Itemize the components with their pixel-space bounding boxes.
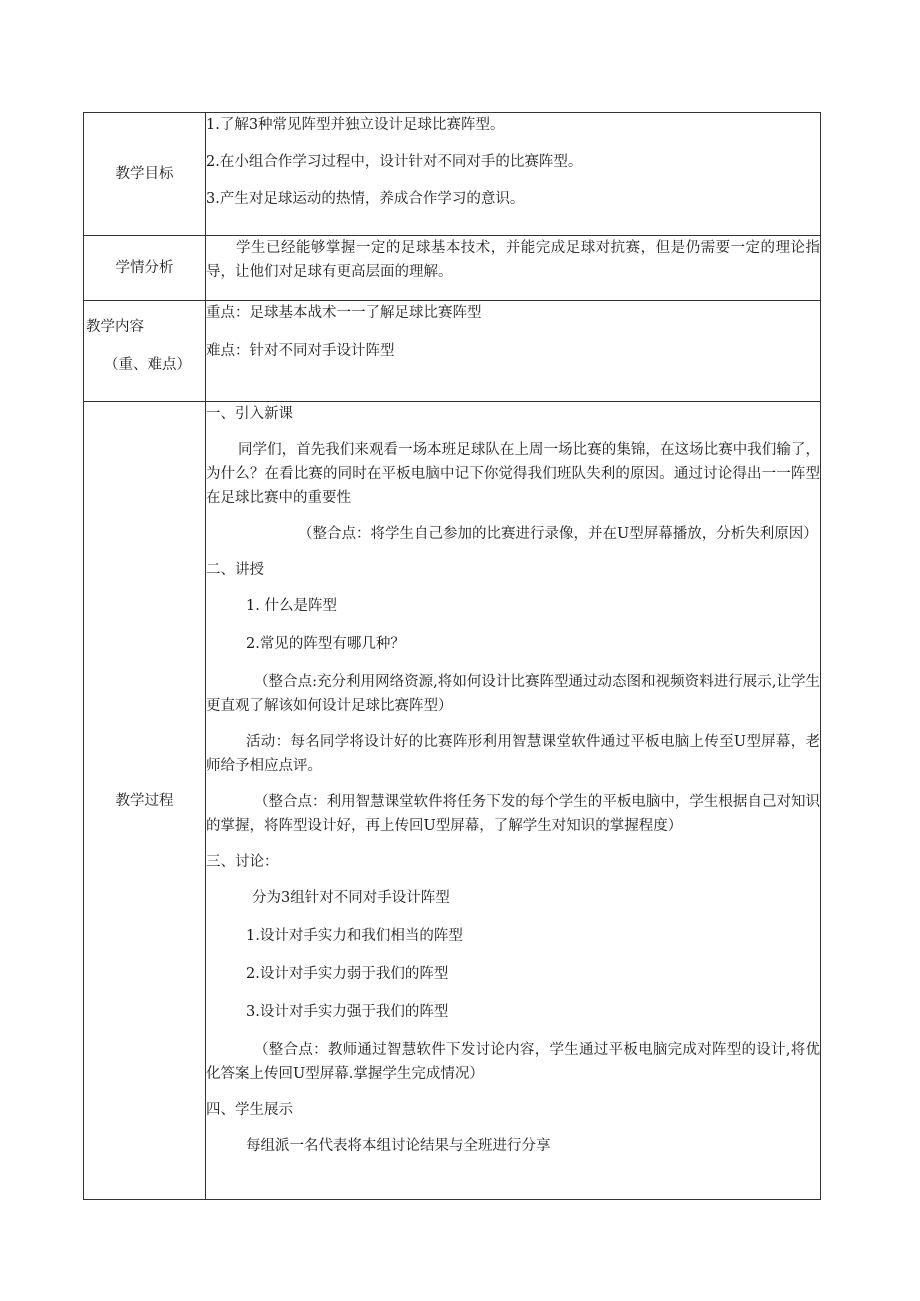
- process-label-cell: [84, 402, 206, 1200]
- section3-item: 1.设计对手实力和我们相当的阵型: [246, 928, 463, 944]
- analysis-row: [84, 236, 821, 301]
- analysis-label: 学情分析: [115, 260, 174, 276]
- lesson-plan-table: [83, 112, 821, 1200]
- section2-note1: （整合点:充分利用网络资源,将如何设计比赛阵型通过动态图和视频资料进行展示,让学生更直观了解该如何设计足球比赛阵型）: [206, 674, 820, 714]
- content-label-line2: （重、难点）: [104, 357, 191, 373]
- goals-row: [84, 113, 821, 236]
- goal-item: 1.了解3种常见阵型并独立设计足球比赛阵型。: [206, 117, 505, 133]
- analysis-label-cell: [84, 236, 206, 301]
- section4-text: 每组派一名代表将本组讨论结果与全班进行分享: [246, 1138, 551, 1154]
- section4-title: 四、学生展示: [206, 1102, 293, 1118]
- goals-label-cell: [84, 113, 206, 236]
- section2-note2: （整合点：利用智慧课堂软件将任务下发的每个学生的平板电脑中，学生根据自己对知识的掌握，将阵型设计好，再上传回U型屏幕，了解学生对知识的掌握程度）: [206, 794, 820, 834]
- section2-activity: 活动：每名同学将设计好的比赛阵形利用智慧课堂软件通过平板电脑上传至U型屏幕，老师给予相应点评。: [206, 734, 820, 774]
- content-label-line1: 教学内容: [86, 319, 144, 335]
- goal-item: 2.在小组合作学习过程中，设计针对不同对手的比赛阵型。: [206, 154, 583, 170]
- section3-note: （整合点：教师通过智慧软件下发讨论内容，学生通过平板电脑完成对阵型的设计,将优化答案上传回U型屏幕.掌握学生完成情况）: [206, 1042, 820, 1082]
- section3-item: 3.设计对手实力强于我们的阵型: [246, 1004, 449, 1020]
- process-content-cell: [206, 402, 821, 1200]
- section3-title: 三、讨论：: [206, 854, 279, 870]
- content-label-cell: [84, 301, 206, 402]
- section2-title: 二、讲授: [206, 562, 264, 578]
- section1-title: 一、引入新课: [206, 406, 293, 422]
- goal-item: 3.产生对足球运动的热情，养成合作学习的意识。: [206, 191, 525, 207]
- section1-paragraph: 同学们，首先我们来观看一场本班足球队在上周一场比赛的集锦，在这场比赛中我们输了，为什么？在看比赛的同时在平板电脑中记下你觉得我们班队失利的原因。通过讨论得出一一阵型在足球比赛中的重要性: [206, 442, 820, 506]
- process-label: 教学过程: [115, 792, 174, 809]
- analysis-content-cell: [206, 236, 821, 301]
- content-body-cell: [206, 301, 821, 402]
- analysis-text: 学生已经能够掌握一定的足球基本技术，并能完成足球对抗赛，但是仍需要一定的理论指导，让他们对足球有更高层面的理解。: [206, 240, 820, 280]
- process-row: [84, 402, 821, 1200]
- section1-note: （整合点：将学生自己参加的比赛进行录像，并在U型屏幕播放，分析失利原因）: [298, 526, 818, 542]
- difficult-point: 难点：针对不同对手设计阵型: [206, 343, 395, 359]
- content-row: [84, 301, 821, 402]
- section3-intro: 分为3组针对不同对手设计阵型: [252, 890, 450, 906]
- goals-content-cell: [206, 113, 821, 236]
- section2-item: 1. 什么是阵型: [246, 598, 337, 614]
- section2-item: 2.常见的阵型有哪几种？: [246, 636, 405, 652]
- section3-item: 2.设计对手实力弱于我们的阵型: [246, 966, 449, 982]
- goals-label: 教学目标: [115, 166, 174, 182]
- key-point: 重点：足球基本战术一一了解足球比赛阵型: [206, 305, 482, 321]
